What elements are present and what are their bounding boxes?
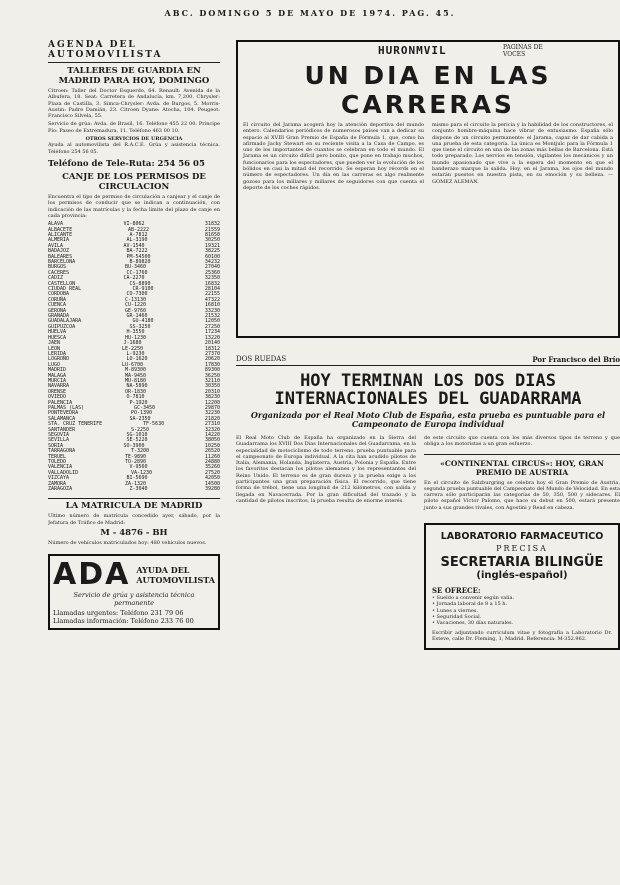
province-plate: B-89820 <box>129 259 151 265</box>
province-number: 21532 <box>204 313 220 320</box>
province-name: SORIA <box>48 442 64 449</box>
province-plate: A-7812 <box>129 231 148 238</box>
matricula-text: Ultimo número de matrícula concedido ayer, sábado, por la Jefatura de Tráfico de Madrid: <box>48 513 220 526</box>
lab-offer-item: • Sueldo a convenir según valía. <box>432 595 515 602</box>
carreras-col-2 <box>432 122 613 191</box>
province-name: BARCELONA <box>48 259 76 265</box>
province-number: 13220 <box>204 334 220 341</box>
ada-phone-1: Llamadas urgentes: Teléfono 231 79 06 <box>53 609 184 618</box>
province-name: ALBACETE <box>48 226 73 233</box>
province-name: ALAVA <box>48 221 64 228</box>
province-plate: AB-2222 <box>127 226 150 233</box>
canje-text: Encuentra el tipo de permiso de circulación a canjear y el canje de los permisos de conducir que se indican a continuación, con indicación de las matrículas y la fecha límite del plazo de canje en cada provincia: <box>48 193 220 219</box>
province-plate: C-13130 <box>124 296 147 303</box>
provinces-table <box>48 222 220 492</box>
province-plate: TF-5630 <box>143 421 165 428</box>
province-name: CASTELLON <box>48 280 76 287</box>
province-number: 18312 <box>204 345 220 352</box>
province-name: VALENCIA <box>48 464 73 471</box>
province-name: GUADALAJARA <box>48 318 82 325</box>
province-number: 81650 <box>204 231 220 238</box>
province-name: BALEARES <box>48 253 73 260</box>
province-name: ALICANTE <box>48 231 73 238</box>
province-number: 42050 <box>204 475 220 482</box>
province-name: LEON <box>48 345 61 352</box>
guadarrama-subtitle: Organizada por el Real Moto Club de España, esta prueba es puntuable para el Campeonato de Europa individual <box>250 410 606 429</box>
province-name: VALLADOLID <box>48 469 79 476</box>
province-number: 14220 <box>204 432 220 438</box>
province-plate: SG-1010 <box>126 432 148 438</box>
province-name: STA. CRUZ TENERIFE <box>48 421 103 428</box>
urgencia-title: OTROS SERVICIOS DE URGENCIA <box>85 136 183 143</box>
province-plate: GE-9760 <box>124 307 147 314</box>
lab-offer-item: • Jornada laboral de 8 a 15 h. <box>432 601 508 608</box>
province-name: HUESCA <box>48 334 67 341</box>
province-number: 20620 <box>204 356 220 363</box>
province-name: CUENCA <box>48 302 67 309</box>
province-name: PONTEVEDRA <box>48 410 79 417</box>
carreras-col-1: El circuito del Jarama acogerá hoy la atención deportiva del mundo entero. Calendarios periódicos de numerosos países van a dedicar su espacio al XVIII Gran Premio de España de Fórmula 1, que, como ha afirmado Jacky Stewart en su reciente visita a la Casa de Campo, es uno de los importantes de cuantos se celebran en todo el mundo. El Jarama es un circuito difícil pero bonito, que pone en trabajo muchos, funcionarios para los espectadores, que pueden ver la evolución de los bólidos en casi la mitad del recorrido. Se esperan hoy récords en el número de espectadores. Un día en las carreras es algo realmente gozoso para los millares y millares de seguidores con que cuenta el deporte de los coches rápidos. <box>243 122 424 191</box>
province-name: SEGOVIA <box>48 432 70 438</box>
province-name: NAVARRA <box>48 383 70 390</box>
province-plate: SS-3250 <box>129 323 151 330</box>
province-name: CADIZ <box>48 275 64 282</box>
province-number: 12050 <box>204 318 220 325</box>
province-number: 29870 <box>204 404 220 411</box>
guadarrama-col-2: de este circuito que cuenta con los más diversos tipos de terreno y que obliga a los motoristas a un gran esfuerzo. <box>424 435 620 448</box>
province-plate: ZA-1320 <box>124 480 147 487</box>
province-number: 16810 <box>204 302 220 309</box>
province-number: 32350 <box>204 275 220 282</box>
province-number: 20140 <box>204 340 220 347</box>
province-name: AVILA <box>48 242 64 249</box>
province-plate: Z-3040 <box>129 486 148 493</box>
province-number: 27040 <box>204 264 220 271</box>
section-label: DOS RUEDAS <box>236 355 287 363</box>
province-plate: BU-3460 <box>124 264 147 271</box>
province-number: 38230 <box>204 394 220 401</box>
lab-offer-title: SE OFRECE: <box>432 586 481 596</box>
agenda-column <box>48 40 220 830</box>
urgencia-text: Ayuda al automovilista del R.A.C.E. Grúa y asistencia técnica. Teléfono 254 56 05. <box>48 142 220 155</box>
province-number: 30350 <box>204 383 220 390</box>
province-name: MURCIA <box>48 377 67 384</box>
lab-contact: Escribir adjuntando curriculum vitae y fotografía a Laboratorio Dr. Esteve, calle Dr. Fleming, 1, Madrid. Referencia: M-352.962. <box>432 629 612 642</box>
province-plate: SE-5220 <box>126 437 148 444</box>
province-plate: BA-7222 <box>126 248 148 255</box>
province-number: 10250 <box>204 442 220 449</box>
province-number: 36250 <box>204 372 220 379</box>
province-name: CORUÑA <box>48 296 67 303</box>
province-number: 89300 <box>204 367 220 374</box>
guadarrama-title: HOY TERMINAN LOS DOS DIAS INTERNACIONALES DEL GUADARRAMA <box>274 371 582 409</box>
province-name: SANTANDER <box>48 426 76 433</box>
province-plate: SA-2350 <box>129 415 151 422</box>
province-plate: AV-1540 <box>123 242 145 249</box>
province-number: 17830 <box>204 361 220 368</box>
province-name: LUGO <box>48 361 61 368</box>
province-number: 24880 <box>204 459 220 466</box>
province-name: ZAMORA <box>48 480 67 487</box>
province-name: SEVILLA <box>48 437 70 444</box>
province-plate: M-89300 <box>124 367 147 374</box>
province-plate: LE-2250 <box>121 345 144 352</box>
province-plate: BI-5690 <box>126 475 148 482</box>
province-row <box>48 487 220 492</box>
province-name: JAEN <box>48 340 61 347</box>
province-number: 25360 <box>204 269 220 276</box>
province-number: 17234 <box>204 329 220 336</box>
matricula-note: Número de vehículos matriculados hoy: 480 vehículos nuevos. <box>48 540 207 547</box>
province-plate: O-7810 <box>126 394 145 401</box>
matricula-title: LA MATRICULA DE MADRID <box>48 498 220 511</box>
lab-offer-item: • Seguridad Social. <box>432 613 482 620</box>
province-number: 47322 <box>204 296 220 303</box>
province-plate: L-9230 <box>126 350 145 357</box>
province-name: MALAGA <box>48 372 67 379</box>
province-name: TOLEDO <box>48 459 67 466</box>
province-plate: PM-54500 <box>126 253 151 260</box>
guadarrama-right <box>424 435 620 885</box>
province-name: OVIEDO <box>48 394 67 401</box>
province-number: 14500 <box>204 480 220 487</box>
ada-brand: ADA <box>53 557 131 593</box>
province-number: 27520 <box>204 469 220 476</box>
province-name: MADRID <box>48 367 67 374</box>
guadarrama-article <box>236 355 620 885</box>
province-plate: SO-3900 <box>123 442 145 449</box>
province-plate: GC-3450 <box>133 404 156 411</box>
province-plate: T-3200 <box>130 448 150 455</box>
province-number: 32320 <box>204 426 220 433</box>
page-header: ABC. DOMINGO 5 DE MAYO DE 1974. PAG. 45. <box>164 8 456 18</box>
province-plate: S-2250 <box>130 426 150 433</box>
province-name: TERUEL <box>48 453 67 460</box>
province-plate: J-1680 <box>123 340 142 347</box>
province-number: 19321 <box>204 242 220 249</box>
carreras-columns <box>243 122 613 191</box>
province-plate: PO-1390 <box>130 410 153 417</box>
province-number: 21559 <box>204 226 220 233</box>
province-name: ORENSE <box>48 388 67 395</box>
province-plate: LU-6700 <box>121 361 144 368</box>
province-plate: P-1920 <box>129 399 148 406</box>
province-name: SALAMANCA <box>48 415 76 422</box>
province-plate: H-3550 <box>126 329 145 336</box>
province-number: 31832 <box>204 221 220 228</box>
province-plate: CR-9100 <box>132 286 154 293</box>
lab-offer-item: • Vacaciones, 30 días naturales. <box>432 620 514 627</box>
province-number: 27370 <box>204 350 220 357</box>
province-plate: CO-7300 <box>126 291 148 298</box>
province-plate: CS-8890 <box>129 280 151 287</box>
province-plate: V-9560 <box>129 464 148 471</box>
province-number: 16832 <box>204 280 220 287</box>
province-plate: CU-1220 <box>124 302 147 309</box>
province-plate: OR-1830 <box>124 388 147 395</box>
province-name: ALMERIA <box>48 237 70 244</box>
carreras-title: UN DIA EN LAS CARRERAS <box>304 61 552 119</box>
province-number: 30250 <box>204 237 220 244</box>
lab-line-3: SECRETARIA BILINGÜE <box>440 555 604 571</box>
province-plate: VA-1230 <box>130 469 153 476</box>
province-name: PALMAS (LAS) <box>48 404 85 411</box>
ada-phone-2: Llamadas información: Teléfono 233 76 00 <box>53 617 194 626</box>
agenda-title: AGENDA DEL AUTOMOVILISTA <box>48 40 220 63</box>
austria-text: En el circuito de Salzburgring se celebra hoy el Gran Premio de Austria, segunda prueba puntuable del Campeonato del Mundo de Velocidad. En esta carrera sólo participarán las categorías de 50, 350, 500 y sidecares. El piloto español Víctor Palomo, que hace su debut en 500, estará presente junto a sus grandes rivales, con Agostini y Read en cabeza. <box>424 479 620 511</box>
province-number: 39280 <box>204 486 220 493</box>
province-number: 21820 <box>204 415 220 422</box>
lab-offers <box>432 595 612 626</box>
province-name: HUELVA <box>48 329 67 336</box>
matricula-value: M - 4876 - BH <box>100 528 168 539</box>
lab-offer-item: • Lunes a viernes. <box>432 607 479 614</box>
province-number: 11260 <box>204 453 220 460</box>
province-number: 27310 <box>204 421 220 428</box>
province-plate: GU-4180 <box>132 318 154 325</box>
province-number: 34232 <box>204 259 220 265</box>
province-name: TARRAGONA <box>48 448 76 455</box>
province-name: BURGOS <box>48 264 67 271</box>
province-plate: NA-5890 <box>126 383 148 390</box>
province-plate: TO-2890 <box>124 459 147 466</box>
province-number: 32110 <box>204 377 220 384</box>
province-plate: CC-1760 <box>126 269 148 276</box>
province-plate: HU-1230 <box>124 334 147 341</box>
province-number: 35260 <box>204 464 220 471</box>
byline: Por Francisco del Brío <box>532 355 620 364</box>
province-number: 38050 <box>204 437 220 444</box>
laboratorio-advert <box>424 523 620 650</box>
ada-advert <box>48 554 220 630</box>
province-number: 26520 <box>204 448 220 455</box>
austria-title: «CONTINENTAL CIRCUS»: HOY, GRAN PREMIO DE AUSTRIA <box>440 458 604 477</box>
province-number: 12200 <box>204 399 220 406</box>
carreras-signature: —GOMEZ ALEMAN. <box>432 172 613 185</box>
province-plate: VI-8062 <box>123 221 145 228</box>
province-plate: MU-8180 <box>124 377 147 384</box>
ada-tag-2: AUTOMOVILISTA <box>136 575 215 586</box>
province-plate: CA-2270 <box>123 275 145 282</box>
talleres-text: Citroen: Taller del Doctor Esquerdo, 64. Renault: Avenida de la Albufera, 18. Seat: Carretera de Andalucía, km. 7,200. Chrysler: Plaza de Castilla, 3. Simca-Chrysler: Avda. de Burgos, 5. Morris-Austin: Padre Damián, 23. Citroen Dyane: Atocha, 104. Peugeot: Francisco Silvela, 55. <box>48 88 220 120</box>
canje-title: CANJE DE LOS PERMISOS DE CIRCULACION <box>62 171 206 192</box>
province-number: 27250 <box>204 323 220 330</box>
talleres-title: TALLERES DE GUARDIA EN MADRID PARA HOY, DOMINGO <box>58 66 210 86</box>
province-plate: MA-9450 <box>124 372 147 379</box>
province-name: GUIPUZCOA <box>48 323 76 330</box>
lab-line-4: (inglés-español) <box>476 570 568 582</box>
austria-box <box>424 454 620 511</box>
province-name: LERIDA <box>48 350 67 357</box>
province-number: 32230 <box>204 410 220 417</box>
province-plate: TE-9890 <box>124 453 147 460</box>
ada-tag-1: AYUDA DEL <box>136 565 190 576</box>
grua-text: Servicio de grúa: Avda. de Brasil, 16. Teléfono 455 22 00. Principe Pío: Paseo de Extremadura, 11. Teléfono 463 00 10. <box>48 121 220 134</box>
province-name: LOGROÑO <box>48 356 70 363</box>
province-number: 22155 <box>204 291 220 298</box>
carreras-kicker-2: PAGINAS DE VOCES <box>503 44 543 58</box>
province-name: ZARAGOZA <box>48 486 73 493</box>
province-name: PALENCIA <box>48 399 73 406</box>
tele-ruta-phone: Teléfono de Tele-Ruta: 254 56 05 <box>48 158 205 169</box>
province-number: 20310 <box>204 388 220 395</box>
province-name: GERONA <box>48 307 67 314</box>
guadarrama-col-1: El Real Moto Club de España ha organizado en la Sierra del Guadarrama los XVIII Dos Días Internacionales del Guadarrama, en la especialidad de motociclismo de todo terreno, prueba puntuable para el campeonato de Europa individual. A la cita han acudido pilotos de Italia, Alemania, Holanda, Inglaterra, Austria, Polonia y España. Entre los favoritos destacan los pilotos alemanes y los representantes del Reino Unido. El terreno es de gran dureza y la prueba exige a los participantes una gran preparación física. El recorrido, que tiene forma de trébol, tiene una longitud de 212 kilómetros, con salida y llegada en Navacerrada. Por la gran dificultad del trazado y la cantidad de pilotos inscritos, la prueba resulta de enorme interés. <box>236 435 416 504</box>
province-name: VIZCAYA <box>48 475 70 482</box>
province-plate: GR-1460 <box>126 313 148 320</box>
lab-line-2: PRECISA <box>496 544 548 554</box>
province-name: CACERES <box>48 269 70 276</box>
province-number: 33230 <box>204 307 220 314</box>
ada-service: Servicio de grúa y asistencia técnica permanente <box>73 591 195 608</box>
carreras-article <box>236 40 620 338</box>
carreras-kicker: HURONMVIL <box>378 44 447 57</box>
carreras-col-2-text: mismo para el circuito la pericia y la habilidad de los constructores, el conjunto hombre-máquina hace vibrar de entusiasmo. España sólo dispone de un circuito permanente: el Jarama, capaz de dar cabida a una prueba de esta categoría. La única es Montjuïc para la Fórmula 1 que tiene el circuito en una de las zonas más bellas de Barcelona. Está todo preparado. Los nervios en tensión, vigilantes los mecánicos y un mundo apasionado que vive a la espera del momento en que el banderazo marque la salida. Hoy, en el Jarama, los ojos del mundo estarán puestos en nuestra pista, en su emoción y su belleza. <box>432 122 613 179</box>
province-number: 60100 <box>204 253 220 260</box>
province-number: 38225 <box>204 248 220 255</box>
province-name: BADAJOZ <box>48 248 70 255</box>
province-name: GRANADA <box>48 313 70 320</box>
lab-line-1: LABORATORIO FARMACEUTICO <box>440 531 604 543</box>
province-number: 28104 <box>204 286 220 293</box>
province-plate: AL-3190 <box>126 237 148 244</box>
province-name: CIUDAD REAL <box>48 286 82 293</box>
province-name: CORDOBA <box>48 291 70 298</box>
carreras-box <box>236 40 620 338</box>
province-plate: LO-1620 <box>126 356 148 363</box>
